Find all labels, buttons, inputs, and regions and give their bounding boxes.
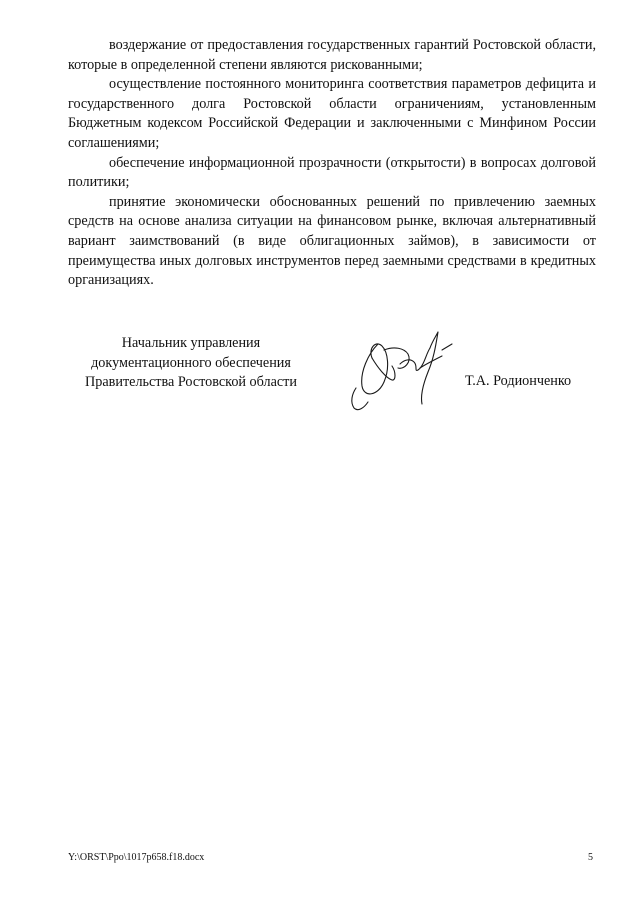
signatory-name: Т.А. Родионченко [465, 373, 572, 389]
handwritten-signature [338, 324, 462, 418]
paragraph-transparency: обеспечение информационной прозрачности (открытости) в вопросах долговой политики; [68, 154, 596, 191]
page-number: 5 [588, 852, 593, 863]
body-text [68, 36, 596, 291]
paragraph-borrowing-decisions: принятие экономически обоснованных решений по привлечению заемных средств на основе анализа ситуации на финансовом рынке, включая альтернативный вариант заимствований (в виде облигационных займов), в зависимости от преимущества иных долговых инструментов перед заемными средствами в кредитных организациях. [68, 193, 596, 289]
signatory-title [66, 334, 316, 393]
paragraph-monitoring: осуществление постоянного мониторинга соответствия параметров дефицита и государственного долга Ростовской области ограничениям, установленным Бюджетным кодексом Российской Федерации и заключенными с Минфином России соглашениями; [68, 76, 596, 151]
paragraph-guarantees: воздержание от предоставления государственных гарантий Ростовской области, которые в определенной степени являются рискованными; [68, 37, 596, 73]
signatory-title-line: Начальник управления [121, 335, 261, 351]
signatory-title-line: документационного обеспечения [91, 354, 291, 371]
footer-file-path: Y:\ORST\Ppo\1017p658.f18.docx [68, 852, 205, 863]
signatory-title-line: Правительства Ростовской области [85, 374, 297, 391]
